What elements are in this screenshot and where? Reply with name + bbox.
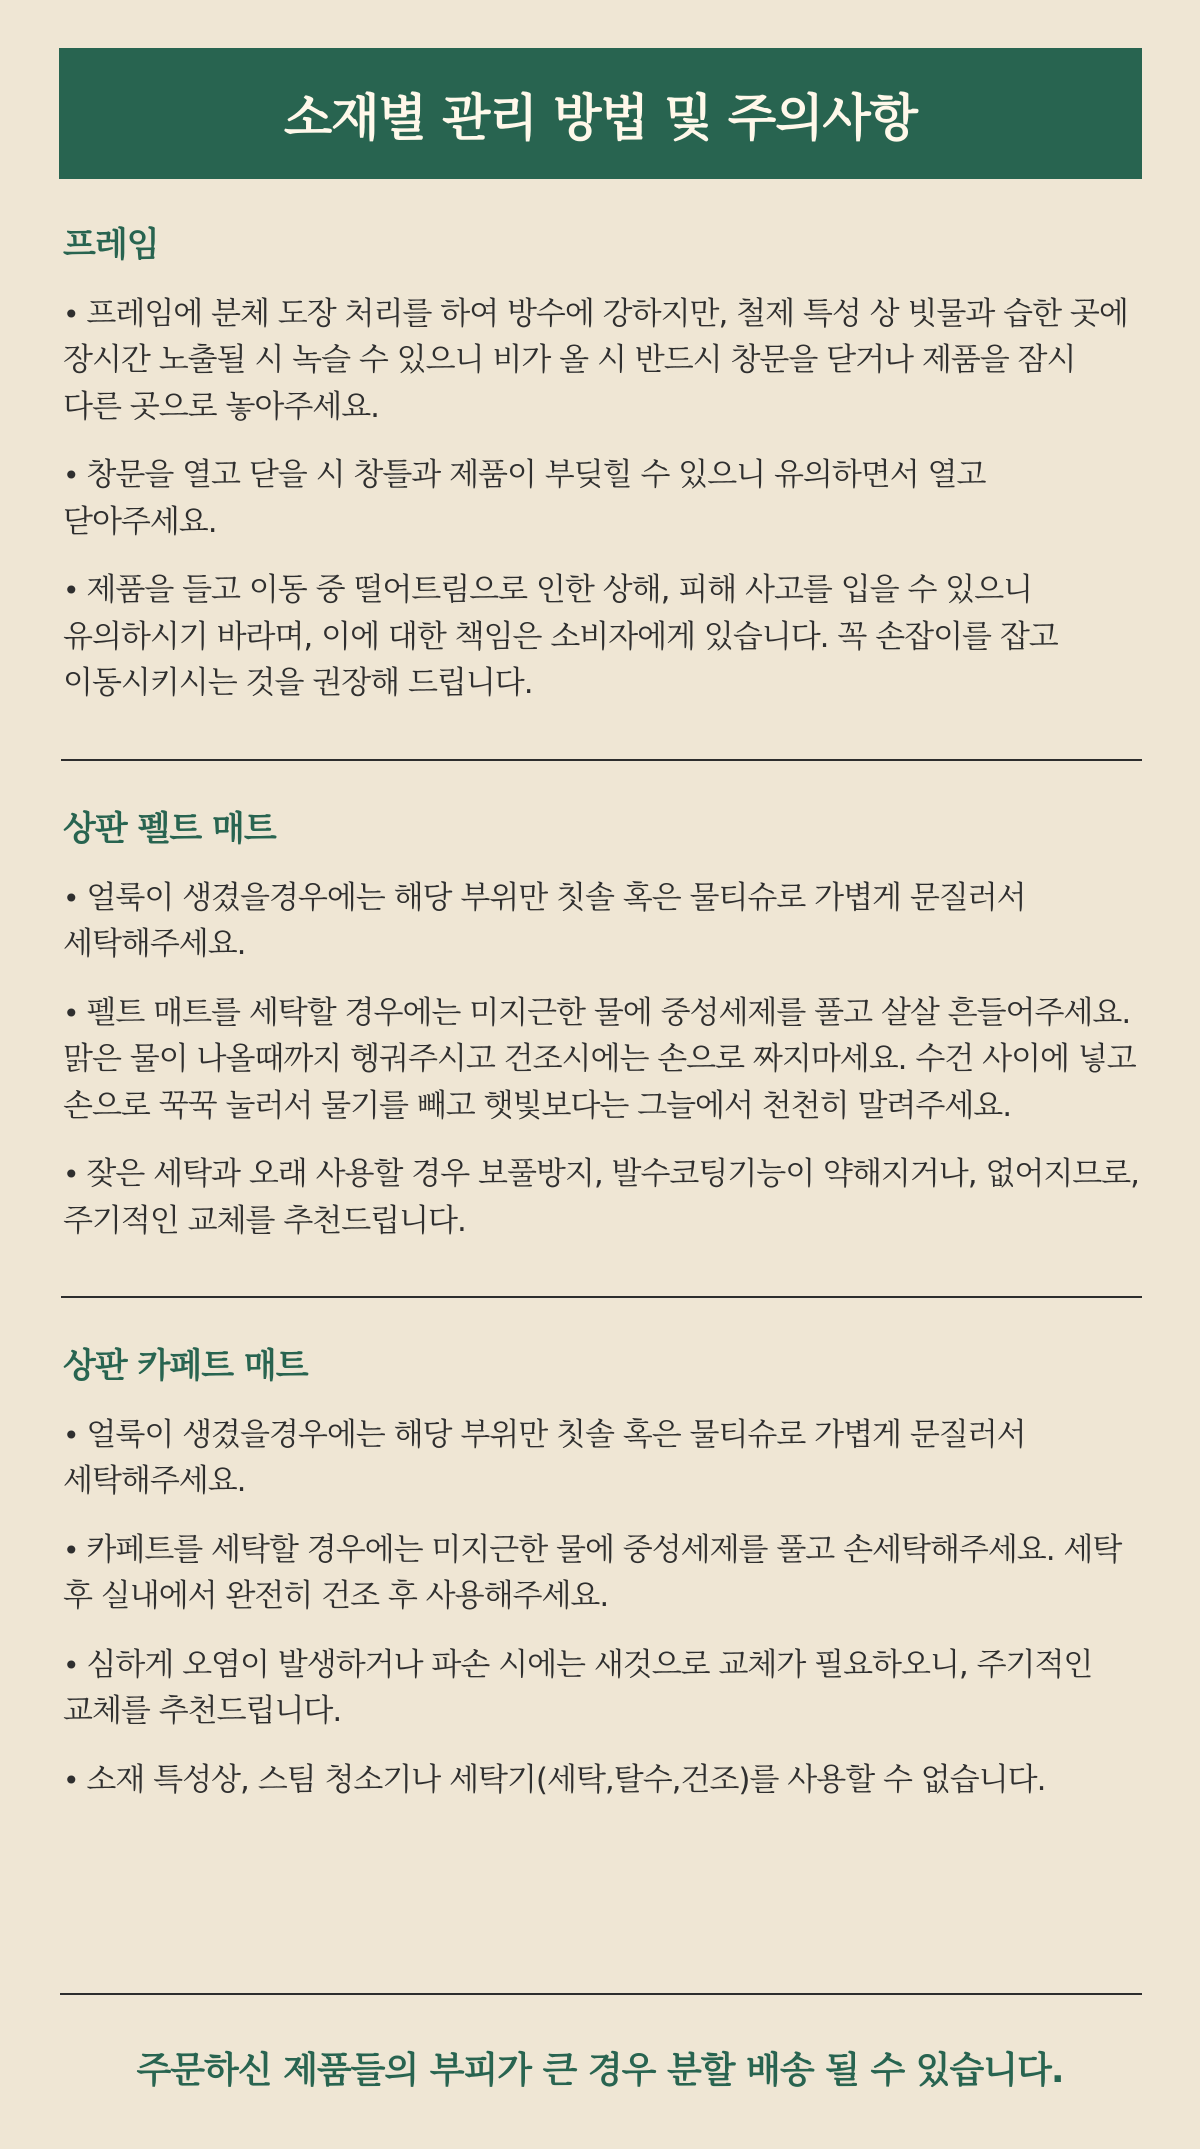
list-item: • 얼룩이 생겼을경우에는 해당 부위만 칫솔 혹은 물티슈로 가볍게 문질러서 세탁해주세요. [63, 1412, 1142, 1505]
list-item: • 소재 특성상, 스팀 청소기나 세탁기(세탁,탈수,건조)를 사용할 수 없습니다. [63, 1757, 1142, 1804]
list-item: • 카페트를 세탁할 경우에는 미지근한 물에 중성세제를 풀고 손세탁해주세요. 세탁 후 실내에서 완전히 건조 후 사용해주세요. [63, 1527, 1142, 1620]
section-title: 상판 펠트 매트 [63, 808, 276, 849]
shipping-note: 주문하신 제품들의 부피가 큰 경우 분할 배송 될 수 있습니다. [136, 2050, 1064, 2091]
list-item: • 심하게 오염이 발생하거나 파손 시에는 새것으로 교체가 필요하오니, 주기적인 교체를 추천드립니다. [63, 1642, 1142, 1735]
section-title: 상판 카페트 매트 [63, 1346, 308, 1387]
list-item: • 잦은 세탁과 오래 사용할 경우 보풀방지, 발수코팅기능이 약해지거나, 없어지므로, 주기적인 교체를 추천드립니다. [63, 1151, 1142, 1244]
divider [60, 1993, 1142, 1995]
list-item: • 펠트 매트를 세탁할 경우에는 미지근한 물에 중성세제를 풀고 살살 흔들어주세요. 맑은 물이 나올때까지 헹궈주시고 건조시에는 손으로 짜지마세요. 수건 사이에 넣고 손으로 꾹꾹 눌러서 물기를 빼고 햇빛보다는 그늘에서 천천히 말려주세요. [63, 990, 1142, 1130]
page-title-banner [59, 48, 1142, 179]
section-felt-mat [63, 809, 1142, 1244]
page-title: 소재별 관리 방법 및 주의사항 [283, 88, 918, 147]
divider [61, 759, 1142, 761]
section-carpet-mat [63, 1346, 1142, 1803]
section-frame [63, 225, 1142, 707]
list-item: • 제품을 들고 이동 중 떨어트림으로 인한 상해, 피해 사고를 입을 수 있으니 유의하시기 바라며, 이에 대한 책임은 소비자에게 있습니다. 꼭 손잡이를 잡고 이동시키시는 것을 권장해 드립니다. [63, 567, 1142, 707]
divider [61, 1296, 1142, 1298]
list-item: • 얼룩이 생겼을경우에는 해당 부위만 칫솔 혹은 물티슈로 가볍게 문질러서 세탁해주세요. [63, 875, 1142, 968]
content [63, 225, 1142, 1825]
list-item: • 프레임에 분체 도장 처리를 하여 방수에 강하지만, 철제 특성 상 빗물과 습한 곳에 장시간 노출될 시 녹슬 수 있으니 비가 올 시 반드시 창문을 닫거나 제품을 잠시 다른 곳으로 놓아주세요. [63, 291, 1142, 431]
section-title: 프레임 [63, 225, 159, 265]
list-item: • 창문을 열고 닫을 시 창틀과 제품이 부딪힐 수 있으니 유의하면서 열고 닫아주세요. [63, 452, 1142, 545]
